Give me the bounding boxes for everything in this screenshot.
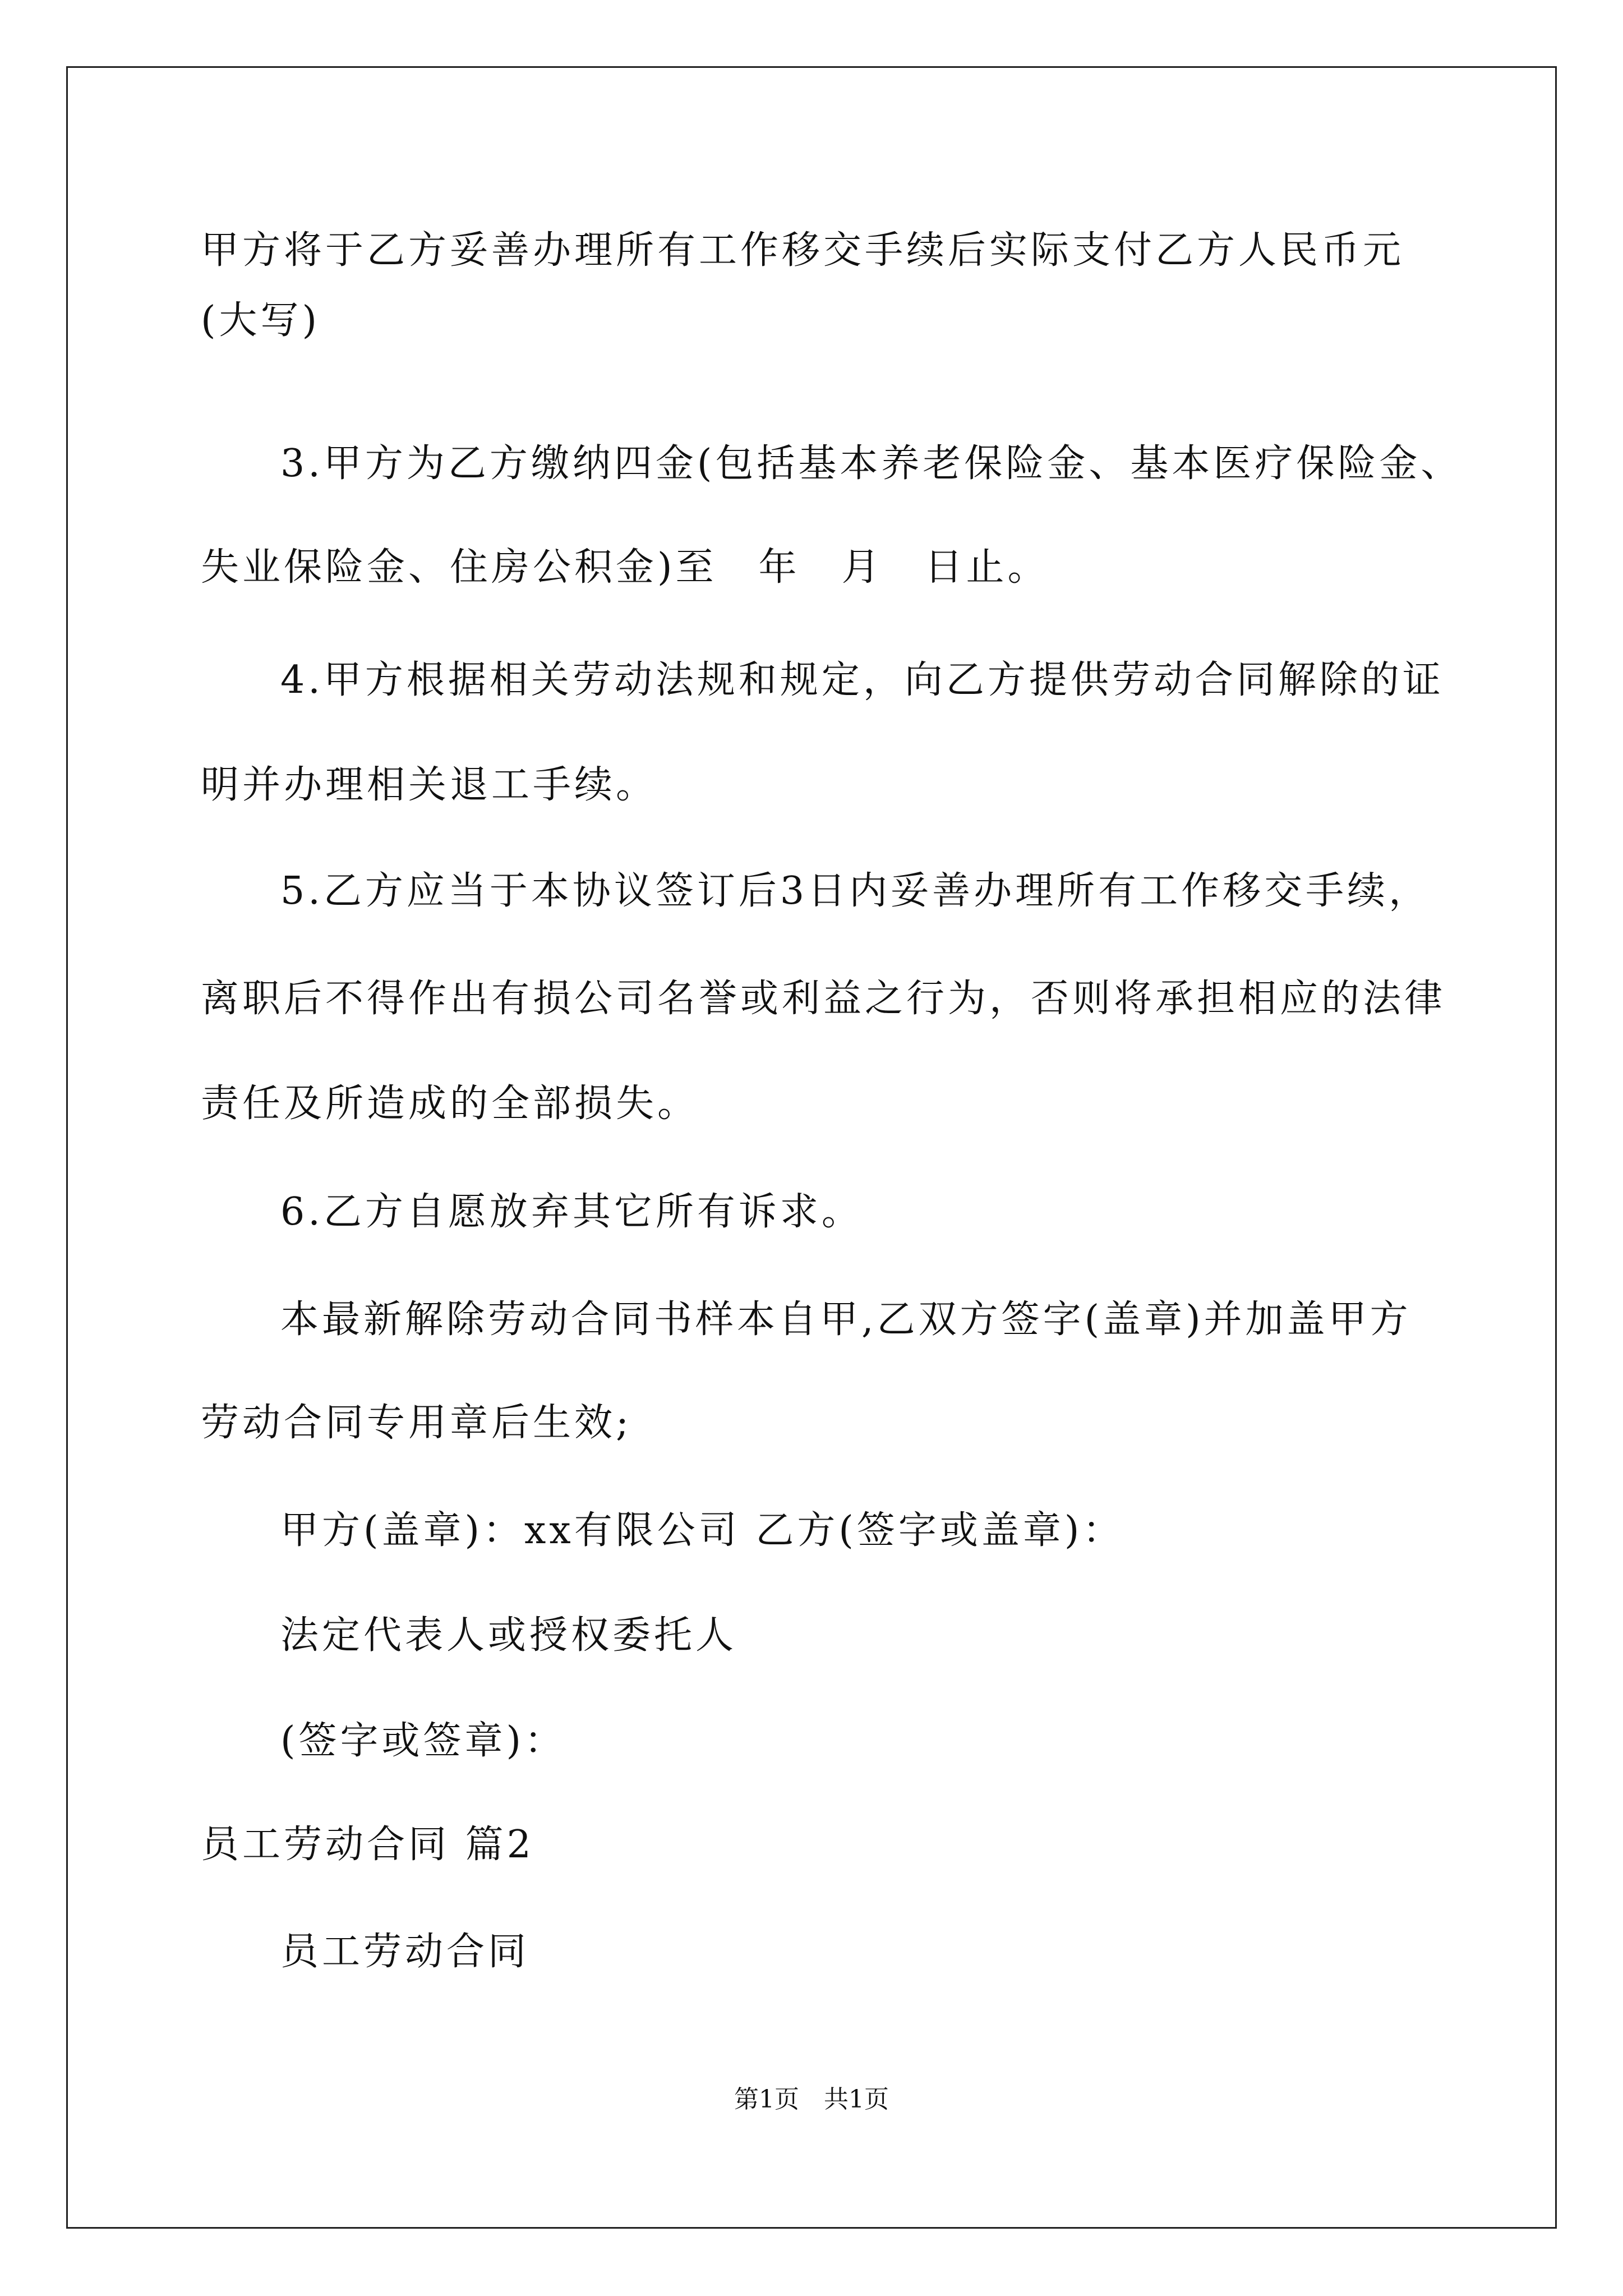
paragraph-line: (大写) <box>201 298 321 343</box>
page-frame <box>66 66 1557 2229</box>
paragraph-line: 4.甲方根据相关劳动法规和规定，向乙方提供劳动合同解除的证 <box>280 658 1444 702</box>
signature-line: 法定代表人或授权委托人 <box>280 1613 737 1658</box>
signature-line: (签字或签章)： <box>280 1719 566 1763</box>
paragraph-line: 失业保险金、住房公积金)至 年 月 日止。 <box>201 545 1049 590</box>
paragraph-line: 明并办理相关退工手续。 <box>201 763 658 807</box>
paragraph-line: 责任及所造成的全部损失。 <box>201 1082 699 1126</box>
paragraph-line: 5.乙方应当于本协议签订后3日内妥善办理所有工作移交手续， <box>280 869 1431 913</box>
page-number-footer: 第1页 共1页 <box>734 2085 889 2114</box>
paragraph-line: 3.甲方为乙方缴纳四金(包括基本养老保险金、基本医疗保险金、 <box>280 441 1463 486</box>
signature-line: 甲方(盖章)：xx有限公司 乙方(签字或盖章)： <box>280 1508 1124 1553</box>
section-title: 员工劳动合同 <box>280 1930 530 1974</box>
section-heading: 员工劳动合同 篇2 <box>201 1823 534 1867</box>
paragraph-line: 劳动合同专用章后生效; <box>201 1401 632 1445</box>
paragraph-line: 甲方将于乙方妥善办理所有工作移交手续后实际支付乙方人民币元 <box>201 228 1405 273</box>
paragraph-line: 离职后不得作出有损公司名誉或利益之行为，否则将承担相应的法律 <box>201 977 1446 1021</box>
paragraph-line: 本最新解除劳动合同书样本自甲,乙双方签字(盖章)并加盖甲方 <box>280 1297 1412 1342</box>
paragraph-line: 6.乙方自愿放弃其它所有诉求。 <box>280 1190 863 1234</box>
